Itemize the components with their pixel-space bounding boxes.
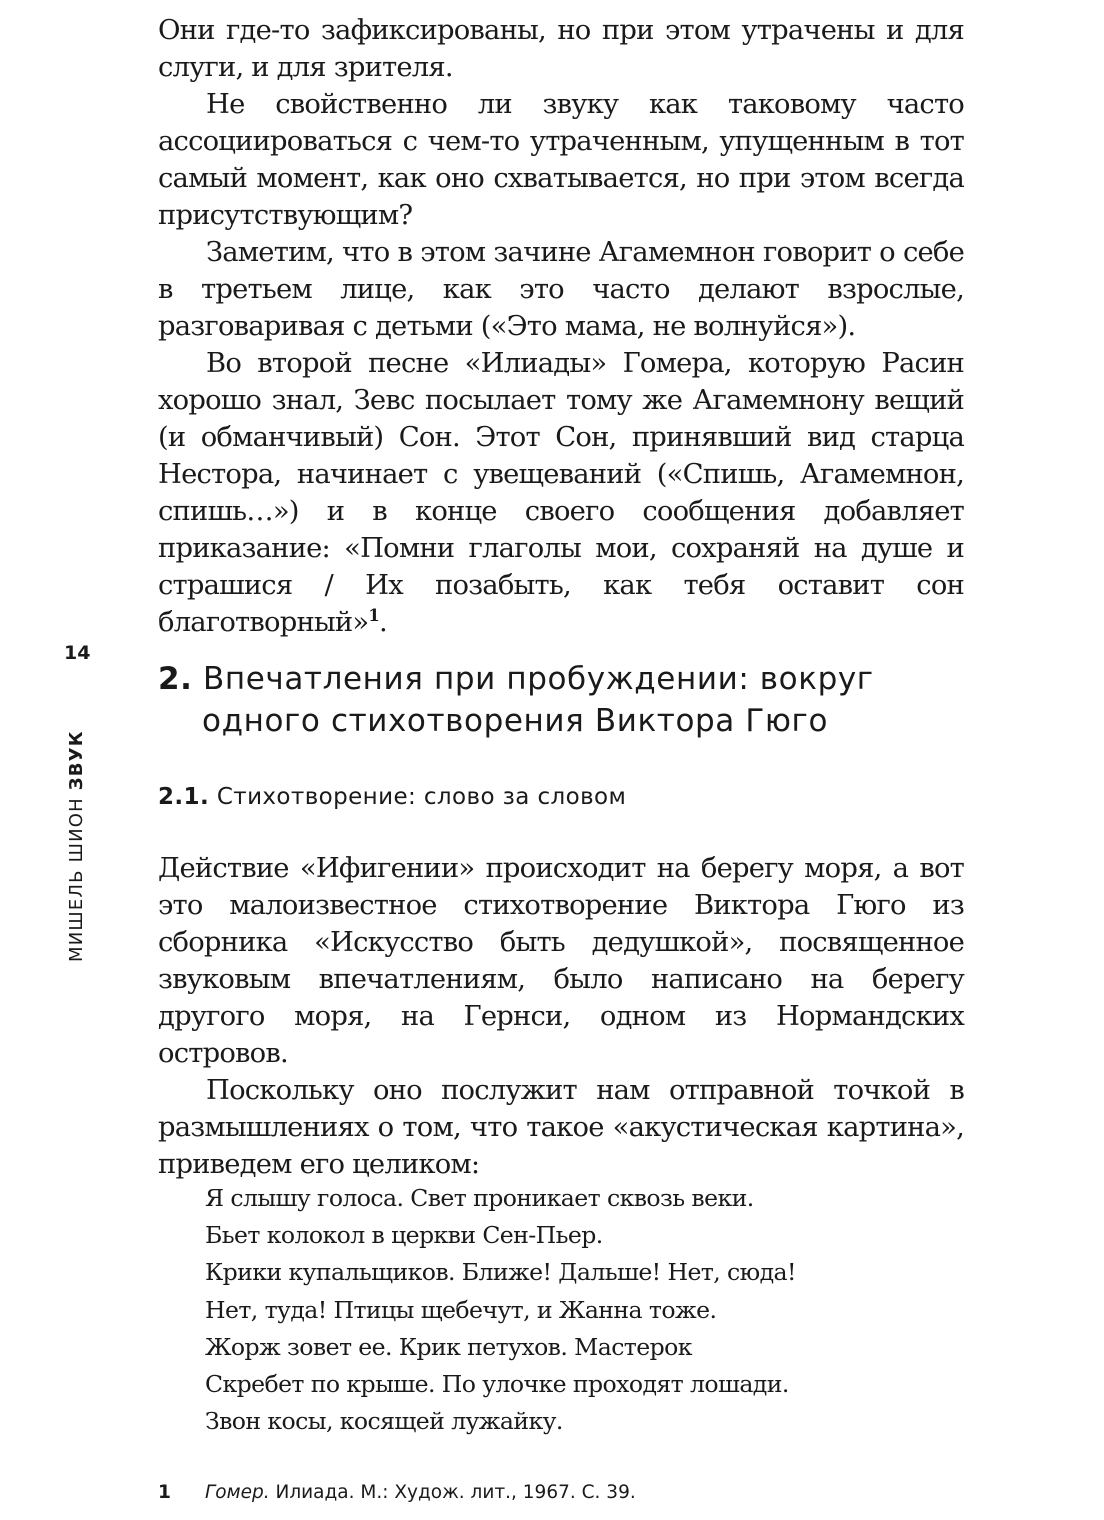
subsection-title: Стихотворение: слово за словом [216, 784, 627, 810]
footnote-author: Гомер. [205, 1482, 270, 1503]
footnote-citation: Илиада. М.: Худож. лит., 1967. С. 39. [275, 1482, 636, 1503]
footnote-number: 1 [158, 1482, 171, 1503]
section-heading [158, 658, 964, 742]
top-text-block [158, 12, 964, 641]
subsection-number: 2.1. [158, 784, 210, 810]
page-number: 14 [64, 642, 91, 664]
paragraph: Не свойственно ли звуку как таковому часто ассоциироваться с чем-то утраченным, упущенным в тот самый момент, как оно схватывается, но при этом всегда присутствующим? [158, 89, 964, 231]
paragraph [158, 345, 964, 641]
paragraph: Поскольку оно послужит нам отправной точкой в размышлениях о том, что такое «акустическая картина», приведем его целиком: [158, 1075, 964, 1180]
footnote [158, 1480, 958, 1506]
footnote-reference[interactable]: 1 [368, 605, 379, 625]
paragraph-text: Во второй песне «Илиады» Гомера, которую Расин хорошо знал, Зевс посылает тому же Агамемнону вещий (и обманчивый) Сон. Этот Сон, принявший вид старца Нестора, начинает с увещеваний («Спишь, Агамемнон, спишь…») и в конце своего сообщения добавляет приказание: «Помни глаголы мои, сохраняй на душе и страшися / Их позабыть, как тебя оставит сон благотворный» [158, 348, 964, 638]
poem-line: Нет, туда! Птицы щебечут, и Жанна тоже. [205, 1295, 717, 1324]
poem-line: Я слышу голоса. Свет проникает сквозь веки. [205, 1184, 754, 1212]
poem-line: Крики купальщиков. Ближе! Дальше! Нет, сюда! [205, 1258, 796, 1287]
paragraph: Действие «Ифигении» происходит на берегу моря, а вот это малоизвестное стихотворение Виктора Гюго из сборника «Искусство быть дедушкой», посвященное звуковым впечатлениям, было написано на берегу другого моря, на Гернси, одном из Нормандских островов. [158, 853, 964, 1069]
intro-text-block [158, 850, 964, 1183]
section-title-line2: одного стихотворения Виктора Гюго [202, 703, 829, 739]
paragraph-end: . [378, 607, 387, 638]
running-head-title: ЗВУК [66, 730, 87, 791]
poem [205, 1180, 945, 1440]
section-number: 2. [158, 661, 193, 697]
paragraph: Заметим, что в этом зачине Агамемнон говорит о себе в третьем лице, как это часто делают взрослые, разговаривая с детьми («Это мама, не волнуйся»). [158, 237, 964, 342]
subsection-heading [158, 780, 626, 814]
section-title-line1: Впечатления при пробуждении: вокруг [203, 661, 874, 697]
paragraph: Они где-то зафиксированы, но при этом утрачены и для слуги, и для зрителя. [158, 15, 964, 83]
poem-line: Бьет колокол в церкви Сен-Пьер. [205, 1221, 603, 1250]
poem-line: Жорж зовет ее. Крик петухов. Мастерок [205, 1332, 692, 1361]
running-head [64, 730, 90, 962]
poem-line: Скребет по крыше. По улочке проходят лошади. [205, 1370, 789, 1399]
running-head-author: МИШЕЛЬ ШИОН [66, 797, 87, 962]
poem-line: Звон косы, косящей лужайку. [205, 1407, 563, 1436]
